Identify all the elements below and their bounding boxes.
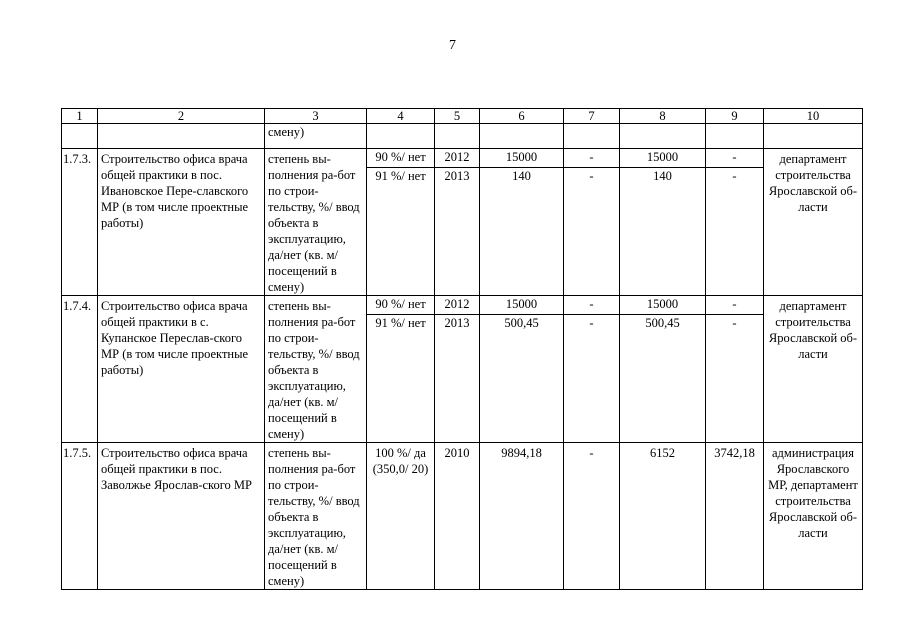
column-header: 4 xyxy=(367,109,435,124)
row-col6: 9894,18 xyxy=(480,443,564,590)
row-value: 91 %/ нет xyxy=(367,314,435,443)
cell-empty xyxy=(764,124,863,149)
row-col6: 15000 xyxy=(480,296,564,315)
column-header-row xyxy=(62,109,863,124)
page-number: 7 xyxy=(449,38,456,53)
row-executor: администрация Ярославского МР, департамент строительства Ярославской об-ласти xyxy=(764,443,863,590)
row-col7: - xyxy=(564,149,620,168)
row-number: 1.7.5. xyxy=(62,443,98,590)
row-number: 1.7.3. xyxy=(62,149,98,296)
cell-empty xyxy=(367,124,435,149)
row-col9: - xyxy=(706,314,764,443)
row-col6: 500,45 xyxy=(480,314,564,443)
row-year: 2010 xyxy=(435,443,480,590)
cell-empty xyxy=(564,124,620,149)
column-header: 5 xyxy=(435,109,480,124)
data-table xyxy=(61,108,863,590)
table-row xyxy=(62,443,863,590)
row-col6: 140 xyxy=(480,167,564,296)
column-header: 7 xyxy=(564,109,620,124)
row-col9: - xyxy=(706,149,764,168)
row-value: 90 %/ нет xyxy=(367,296,435,315)
row-col8: 15000 xyxy=(620,149,706,168)
row-col8: 140 xyxy=(620,167,706,296)
cell-empty xyxy=(435,124,480,149)
row-value: 100 %/ да (350,0/ 20) xyxy=(367,443,435,590)
continuation-text: смену) xyxy=(265,124,367,149)
row-col7: - xyxy=(564,296,620,315)
column-header: 8 xyxy=(620,109,706,124)
column-header: 9 xyxy=(706,109,764,124)
row-col8: 15000 xyxy=(620,296,706,315)
row-col7: - xyxy=(564,314,620,443)
table-row xyxy=(62,149,863,168)
row-col7: - xyxy=(564,443,620,590)
column-header: 2 xyxy=(98,109,265,124)
row-indicator: степень вы-полнения ра-бот по строи-тельству, %/ ввод объекта в эксплуатацию, да/нет (кв. м/ посещений в смену) xyxy=(265,443,367,590)
row-year: 2013 xyxy=(435,314,480,443)
row-col8: 500,45 xyxy=(620,314,706,443)
continuation-row xyxy=(62,124,863,149)
column-header: 6 xyxy=(480,109,564,124)
cell-empty xyxy=(620,124,706,149)
row-col8: 6152 xyxy=(620,443,706,590)
row-value: 90 %/ нет xyxy=(367,149,435,168)
column-header: 3 xyxy=(265,109,367,124)
row-col9: 3742,18 xyxy=(706,443,764,590)
row-indicator: степень вы-полнения ра-бот по строи-тельству, %/ ввод объекта в эксплуатацию, да/нет (кв. м/ посещений в смену) xyxy=(265,296,367,443)
row-indicator: степень вы-полнения ра-бот по строи-тельству, %/ ввод объекта в эксплуатацию, да/нет (кв. м/ посещений в смену) xyxy=(265,149,367,296)
row-executor: департамент строительства Ярославской об-ласти xyxy=(764,149,863,296)
column-header: 1 xyxy=(62,109,98,124)
cell-empty xyxy=(62,124,98,149)
cell-empty xyxy=(706,124,764,149)
row-name: Строительство офиса врача общей практики в пос. Ивановское Пере-славского МР (в том числе проектные работы) xyxy=(98,149,265,296)
row-name: Строительство офиса врача общей практики в пос. Заволжье Ярослав-ского МР xyxy=(98,443,265,590)
row-year: 2012 xyxy=(435,149,480,168)
cell-empty xyxy=(98,124,265,149)
row-col6: 15000 xyxy=(480,149,564,168)
row-name: Строительство офиса врача общей практики в с. Купанское Переслав-ского МР (в том числе проектные работы) xyxy=(98,296,265,443)
row-col7: - xyxy=(564,167,620,296)
row-value: 91 %/ нет xyxy=(367,167,435,296)
column-header: 10 xyxy=(764,109,863,124)
cell-empty xyxy=(480,124,564,149)
row-col9: - xyxy=(706,296,764,315)
row-executor: департамент строительства Ярославской об-ласти xyxy=(764,296,863,443)
row-number: 1.7.4. xyxy=(62,296,98,443)
table-row xyxy=(62,296,863,315)
row-col9: - xyxy=(706,167,764,296)
row-year: 2012 xyxy=(435,296,480,315)
row-year: 2013 xyxy=(435,167,480,296)
